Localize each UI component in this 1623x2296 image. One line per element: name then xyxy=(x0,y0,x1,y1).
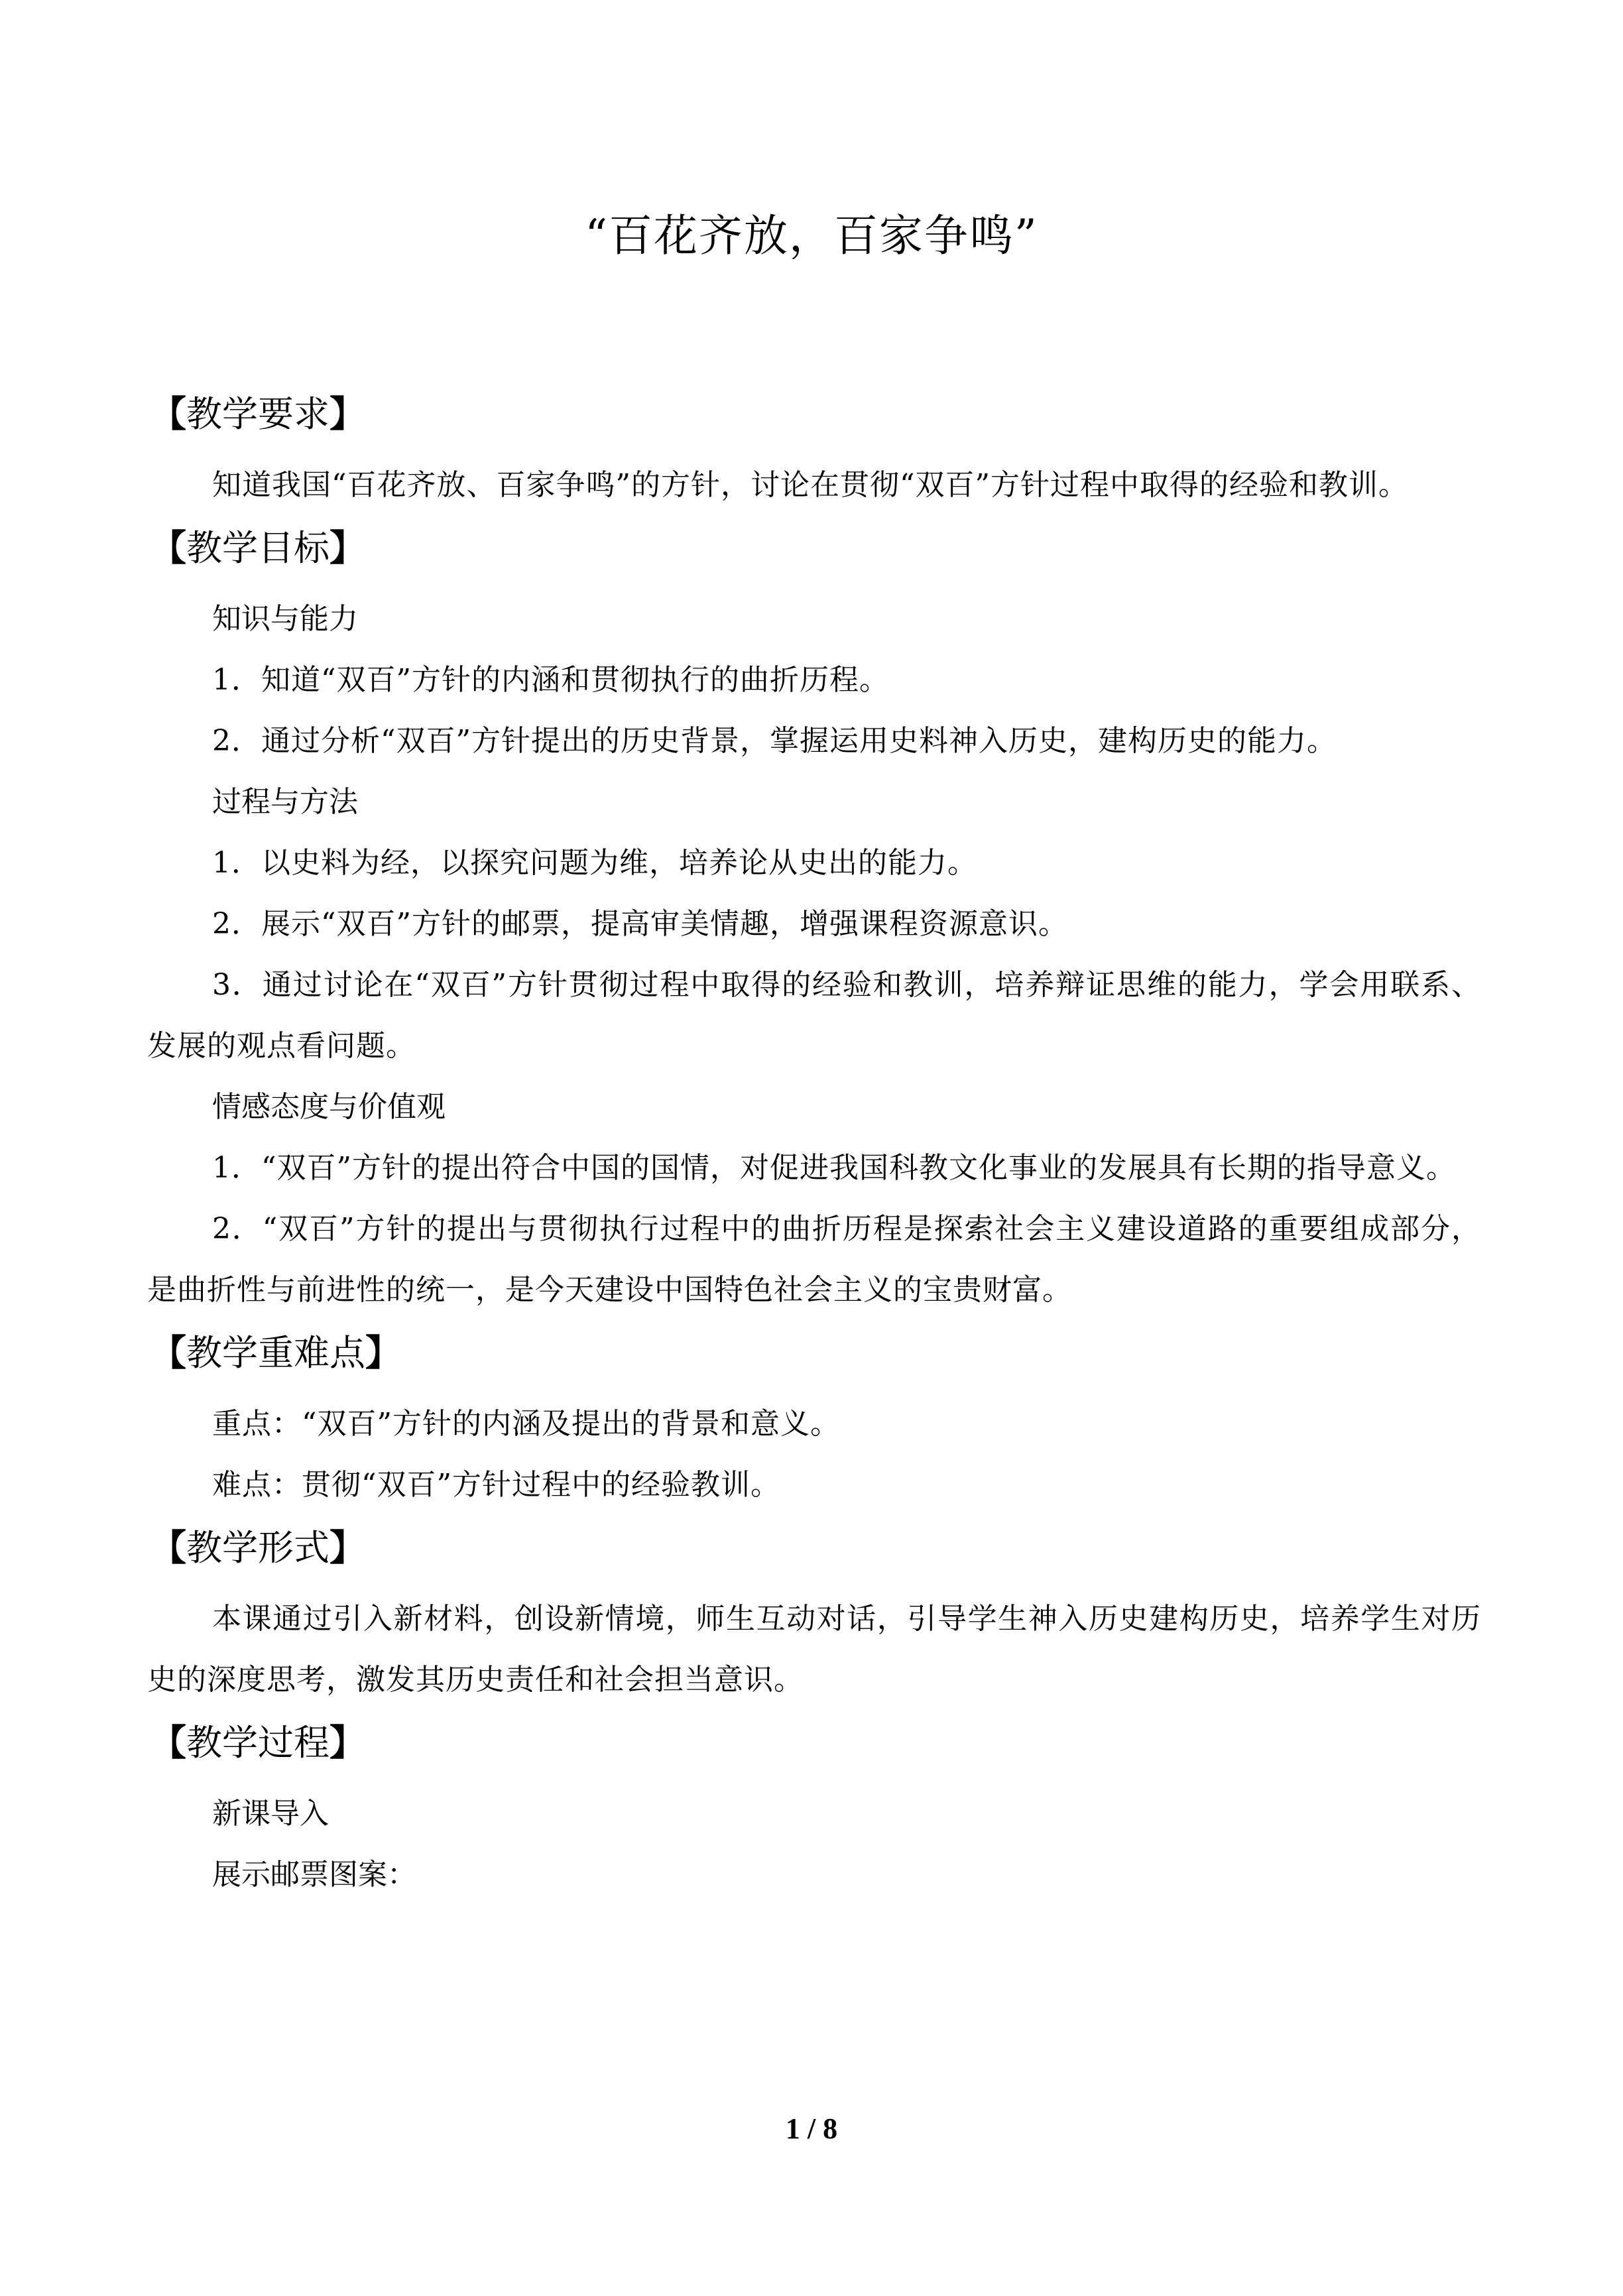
section-heading-label: 教学过程 xyxy=(186,1722,330,1764)
bracket-open: 【 xyxy=(150,1526,186,1569)
bracket-open: 【 xyxy=(150,393,186,435)
section-heading-label: 教学形式 xyxy=(186,1527,330,1569)
section-heading-label: 教学目标 xyxy=(186,527,330,569)
objective-item: 1．知道“双百”方针的内涵和贯彻执行的曲折历程。 xyxy=(212,663,889,697)
process-stamp-label: 展示邮票图案： xyxy=(212,1858,416,1892)
section-heading-format xyxy=(150,1516,1481,1579)
requirements-paragraph: 知道我国“百花齐放、百家争鸣”的方针，讨论在贯彻“双百”方针过程中取得的经验和教训。 xyxy=(212,468,1408,502)
bracket-open: 【 xyxy=(150,1331,186,1374)
difficulty-paragraph: 难点：贯彻“双百”方针过程中的经验教训。 xyxy=(212,1468,780,1502)
page-number: 1 / 8 xyxy=(785,2112,838,2145)
section-heading-label: 教学要求 xyxy=(186,393,330,435)
bracket-close: 】 xyxy=(365,1331,401,1374)
section-heading-objectives xyxy=(150,516,1481,579)
bracket-close: 】 xyxy=(330,1721,365,1764)
section-heading-requirements xyxy=(150,382,1481,446)
bracket-open: 【 xyxy=(150,526,186,569)
section-heading-process xyxy=(150,1711,1481,1774)
bracket-close: 】 xyxy=(330,526,365,569)
objective-item: 1．以史料为经，以探究问题为维，培养论从史出的能力。 xyxy=(212,846,977,880)
objective-group-label-values: 情感态度与价值观 xyxy=(212,1090,446,1124)
document-title: “百花齐放，百家争鸣” xyxy=(585,210,1038,261)
objective-item: 3．通过讨论在“双百”方针贯彻过程中取得的经验和教训，培养辩证思维的能力，学会用联系、发展的观点看问题。 xyxy=(147,968,1481,1063)
bracket-close: 】 xyxy=(330,1526,365,1569)
bracket-close: 】 xyxy=(330,393,365,435)
objective-item: 2．通过分析“双百”方针提出的历史背景，掌握运用史料神入历史，建构历史的能力。 xyxy=(212,724,1337,758)
objective-item: 2．“双百”方针的提出与贯彻执行过程中的曲折历程是探索社会主义建设道路的重要组成部分，是曲折性与前进性的统一，是今天建设中国特色社会主义的宝贵财富。 xyxy=(147,1212,1481,1307)
key-point-paragraph: 重点：“双百”方针的内涵及提出的背景和意义。 xyxy=(212,1407,840,1441)
objective-item: 1．“双百”方针的提出符合中国的国情，对促进我国科教文化事业的发展具有长期的指导意义。 xyxy=(212,1151,1456,1185)
objective-group-label-knowledge: 知识与能力 xyxy=(212,602,358,636)
document-body xyxy=(147,382,1481,1905)
process-intro-label: 新课导入 xyxy=(212,1797,329,1831)
objective-group-label-process: 过程与方法 xyxy=(212,785,358,819)
format-paragraph: 本课通过引入新材料，创设新情境，师生互动对话，引导学生神入历史建构历史，培养学生对历史的深度思考，激发其历史责任和社会担当意识。 xyxy=(147,1602,1481,1697)
bracket-open: 【 xyxy=(150,1721,186,1764)
section-heading-label: 教学重难点 xyxy=(186,1332,365,1374)
section-heading-key-points xyxy=(150,1321,1481,1384)
objective-item: 2．展示“双百”方针的邮票，提高审美情趣，增强课程资源意识。 xyxy=(212,907,1068,941)
